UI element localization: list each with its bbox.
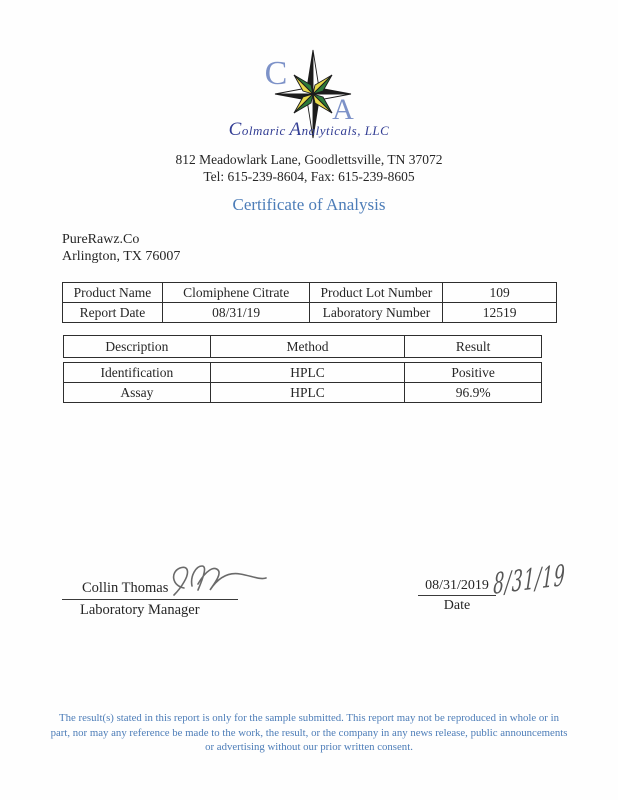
table-row bbox=[64, 383, 542, 403]
company-name: Colmaric Analyticals, LLC bbox=[228, 119, 390, 140]
result-header: Result bbox=[405, 336, 542, 358]
signatory-name: Collin Thomas bbox=[82, 580, 169, 596]
assay-method: HPLC bbox=[210, 383, 405, 403]
lab-number-value: 12519 bbox=[443, 303, 557, 323]
signature-scribble bbox=[162, 560, 282, 600]
date-value: 08/31/2019 bbox=[418, 578, 496, 596]
description-header: Description bbox=[64, 336, 211, 358]
date-block bbox=[418, 578, 496, 614]
product-name-label: Product Name bbox=[63, 283, 163, 303]
product-info-table bbox=[62, 282, 557, 323]
method-header: Method bbox=[210, 336, 405, 358]
product-lot-label: Product Lot Number bbox=[310, 283, 443, 303]
handwritten-date: 8/31/19 bbox=[492, 559, 567, 603]
assay-result: 96.9% bbox=[405, 383, 542, 403]
signatory-role: Laboratory Manager bbox=[80, 602, 200, 618]
table-header-row bbox=[64, 336, 542, 358]
identification-method: HPLC bbox=[210, 363, 405, 383]
client-location: Arlington, TX 76007 bbox=[62, 249, 181, 264]
table-row bbox=[63, 303, 557, 323]
company-name-cap-c: C bbox=[228, 119, 242, 140]
footer-disclaimer: The result(s) stated in this report is only for the sample submitted. This report may not be reproduced in whole or in part, nor may any reference be made to the work, the result, or the company in any news release, public announcements or advertising without our prior written consent. bbox=[50, 712, 568, 753]
product-lot-value: 109 bbox=[443, 283, 557, 303]
table-row bbox=[64, 363, 542, 383]
product-name-value: Clomiphene Citrate bbox=[162, 283, 310, 303]
logo-letter-a: A bbox=[332, 93, 354, 126]
table-row bbox=[63, 283, 557, 303]
logo-letter-c: C bbox=[264, 55, 288, 92]
identification-description: Identification bbox=[64, 363, 211, 383]
date-label: Date bbox=[443, 598, 471, 613]
client-name: PureRawz.Co bbox=[62, 232, 140, 247]
client-block bbox=[62, 231, 180, 265]
signature-line bbox=[62, 572, 238, 600]
report-date-label: Report Date bbox=[63, 303, 163, 323]
company-name-cap-a: A bbox=[289, 119, 302, 140]
signature-block bbox=[62, 572, 238, 619]
lab-number-label: Laboratory Number bbox=[310, 303, 443, 323]
results-table bbox=[63, 335, 542, 403]
company-address: 812 Meadowlark Lane, Goodlettsville, TN 37072 bbox=[175, 152, 443, 167]
identification-result: Positive bbox=[405, 363, 542, 383]
report-date-value: 08/31/19 bbox=[162, 303, 310, 323]
assay-description: Assay bbox=[64, 383, 211, 403]
company-phone-fax: Tel: 615-239-8604, Fax: 615-239-8605 bbox=[203, 169, 415, 184]
document-title: Certificate of Analysis bbox=[232, 195, 386, 214]
